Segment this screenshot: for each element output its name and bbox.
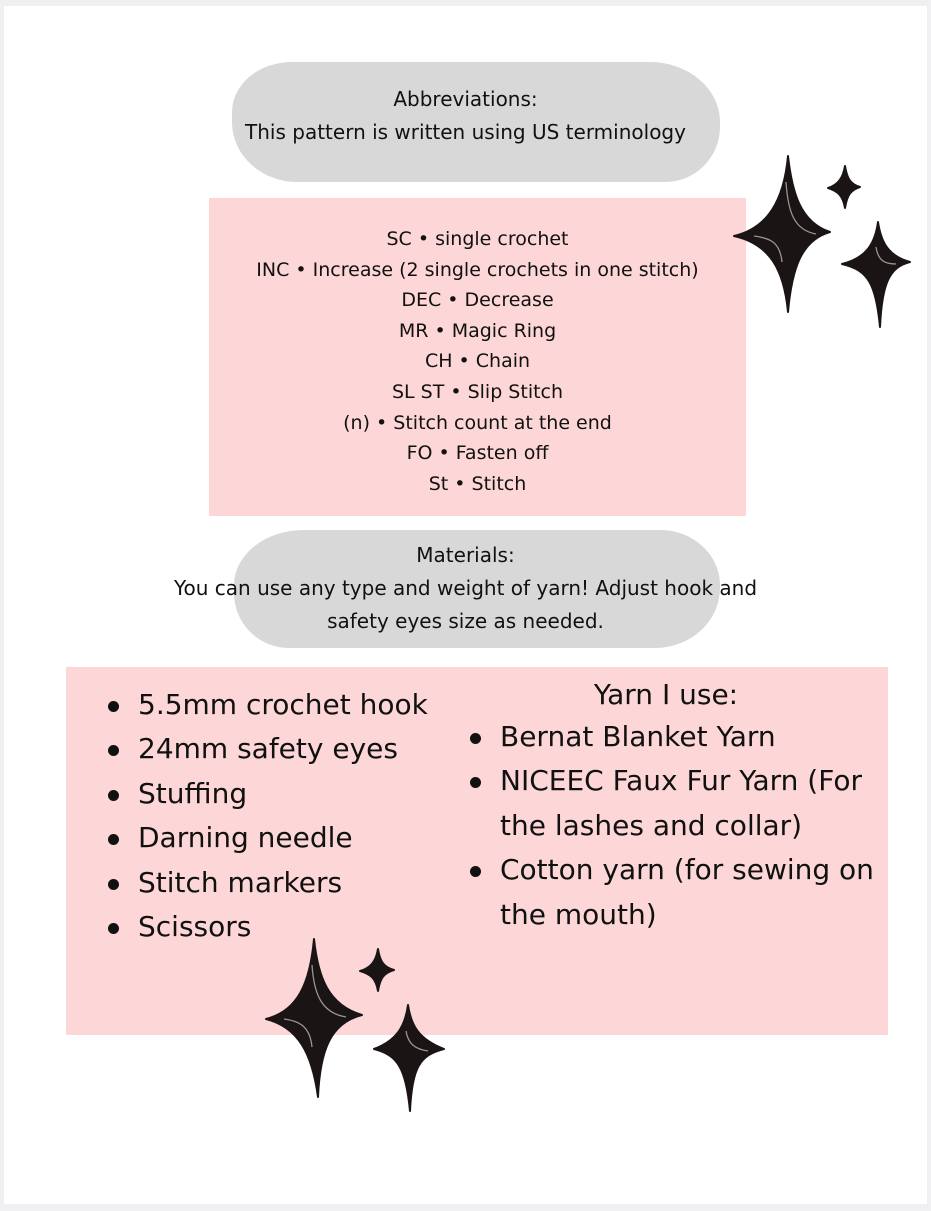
material-item: 24mm safety eyes [106,727,486,771]
materials-heading [0,539,931,638]
yarn-item: NICEEC Faux Fur Yarn (For the lashes and collar) [468,759,878,848]
abbreviations-title: Abbreviations: [393,87,538,111]
material-item: Scissors [106,905,486,949]
material-item: 5.5mm crochet hook [106,683,486,727]
material-item: Darning needle [106,816,486,860]
materials-note-line-2: safety eyes size as needed. [327,609,604,633]
abbreviation-item: SL ST • Slip Stitch [391,380,564,403]
abbreviation-item: SC • single crochet [386,228,569,250]
abbreviations-box [209,198,746,516]
abbreviation-item: FO • Fasten off [406,442,549,465]
materials-list [106,683,486,949]
material-item: Stuffing [106,772,486,816]
abbreviation-item: CH • Chain [424,350,531,373]
yarn-item: Cotton yarn (for sewing on the mouth) [468,848,878,937]
sparkle-icon [730,152,920,332]
abbreviation-item: St • Stitch [428,472,527,495]
abbreviation-item: INC • Increase (2 single crochets in one stitch) [256,258,699,281]
abbreviations-list [209,224,746,499]
terminology-note: This pattern is written using US terminology [245,120,686,144]
abbreviations-heading [0,83,931,149]
abbreviation-item: DEC • Decrease [401,289,554,312]
material-item: Stitch markers [106,861,486,905]
yarn-list [468,715,878,937]
materials-note-line-1: You can use any type and weight of yarn! Adjust hook and [173,576,758,600]
abbreviation-item: (n) • Stitch count at the end [343,411,612,434]
materials-box [66,667,888,1035]
yarn-title: Yarn I use: [593,678,739,711]
abbreviation-item: MR • Magic Ring [398,319,557,342]
yarn-item: Bernat Blanket Yarn [468,715,878,759]
sparkle-icon [262,935,452,1115]
materials-title: Materials: [416,543,515,567]
